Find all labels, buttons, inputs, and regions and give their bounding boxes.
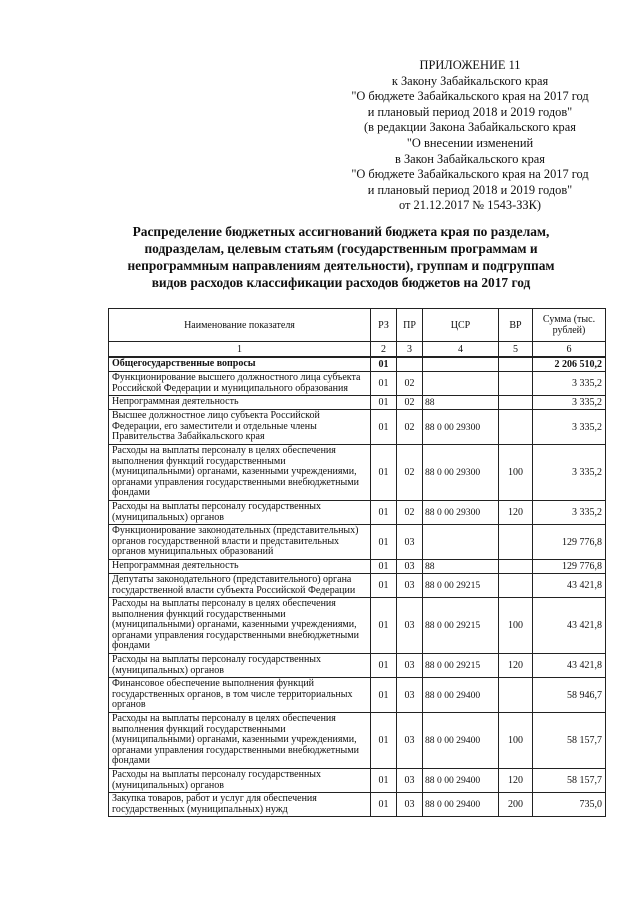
table-row [109,559,606,573]
cell-rz: 01 [371,372,397,396]
table-row [109,793,606,817]
column-number: 1 [109,342,371,358]
cell-sum: 58 946,7 [533,678,606,713]
cell-vr [499,357,533,372]
header-line: "О бюджете Забайкальского края на 2017 год [351,167,589,182]
table-row [109,500,606,524]
table-row [109,410,606,445]
cell-csr: 88 0 00 29215 [423,598,499,654]
table-row [109,444,606,500]
cell-pr: 03 [397,713,423,769]
table-row [109,573,606,597]
header-pr: ПР [397,309,423,342]
title-line: непрограммным направлениям деятельности), группам и подгруппам [127,258,555,273]
cell-csr [423,357,499,372]
cell-name: Общегосударственные вопросы [109,357,371,372]
table-row [109,598,606,654]
cell-csr: 88 0 00 29300 [423,444,499,500]
cell-vr: 120 [499,654,533,678]
cell-sum: 129 776,8 [533,559,606,573]
cell-csr: 88 0 00 29300 [423,410,499,445]
cell-csr: 88 0 00 29400 [423,793,499,817]
column-number: 3 [397,342,423,358]
table-row [109,654,606,678]
cell-csr [423,372,499,396]
budget-table [108,308,606,817]
header-line: и плановый период 2018 и 2019 годов" [367,182,573,197]
cell-sum: 3 335,2 [533,444,606,500]
cell-pr: 02 [397,500,423,524]
cell-name: Закупка товаров, работ и услуг для обеспечения государственных (муниципальных) нужд [109,793,371,817]
cell-vr [499,525,533,560]
cell-rz: 01 [371,654,397,678]
cell-sum: 3 335,2 [533,372,606,396]
cell-rz: 01 [371,769,397,793]
cell-name: Расходы на выплаты персоналу государственных (муниципальных) органов [109,500,371,524]
cell-sum: 3 335,2 [533,410,606,445]
cell-name: Расходы на выплаты персоналу государственных (муниципальных) органов [109,769,371,793]
cell-vr: 100 [499,713,533,769]
title-line: подразделам, целевым статьям (государственным программам и [144,241,538,256]
cell-csr: 88 [423,559,499,573]
cell-vr [499,678,533,713]
cell-sum: 58 157,7 [533,769,606,793]
cell-rz: 01 [371,598,397,654]
cell-name: Расходы на выплаты персоналу в целях обеспечения выполнения функций государственными (муниципальными) органами, казенными учреждениями, органами управления государственными внебюджетными фондами [109,444,371,500]
cell-vr [499,396,533,410]
column-number-row [109,342,606,358]
table-row [109,525,606,560]
column-number: 2 [371,342,397,358]
header-line: ПРИЛОЖЕНИЕ 11 [419,58,521,72]
header-line: от 21.12.2017 № 1543-ЗЗК) [398,198,542,213]
cell-name: Непрограммная деятельность [109,559,371,573]
document-title [96,223,586,291]
cell-csr: 88 0 00 29400 [423,678,499,713]
cell-csr [423,525,499,560]
cell-csr: 88 0 00 29300 [423,500,499,524]
title-line: видов расходов классификации расходов бюджетов на 2017 год [151,275,531,290]
cell-sum: 735,0 [533,793,606,817]
cell-vr [499,372,533,396]
cell-pr: 02 [397,410,423,445]
cell-csr: 88 0 00 29215 [423,654,499,678]
cell-pr: 03 [397,654,423,678]
cell-rz: 01 [371,713,397,769]
table-row [109,357,606,372]
header-sum: Сумма (тыс. рублей) [533,309,606,342]
cell-vr: 120 [499,500,533,524]
cell-pr: 02 [397,396,423,410]
cell-vr: 100 [499,598,533,654]
table-row [109,372,606,396]
cell-pr: 02 [397,372,423,396]
cell-rz: 01 [371,559,397,573]
cell-pr: 03 [397,525,423,560]
cell-sum: 129 776,8 [533,525,606,560]
cell-pr [397,357,423,372]
cell-rz: 01 [371,396,397,410]
cell-vr [499,573,533,597]
header-vr: ВР [499,309,533,342]
cell-pr: 03 [397,573,423,597]
cell-vr: 120 [499,769,533,793]
cell-vr: 200 [499,793,533,817]
cell-sum: 43 421,8 [533,573,606,597]
cell-rz: 01 [371,525,397,560]
cell-pr: 03 [397,769,423,793]
cell-sum: 58 157,7 [533,713,606,769]
cell-name: Финансовое обеспечение выполнения функций государственных органов, в том числе территориальных органов [109,678,371,713]
cell-csr: 88 0 00 29400 [423,769,499,793]
title-line: Распределение бюджетных ассигнований бюджета края по разделам, [132,224,550,239]
cell-pr: 03 [397,793,423,817]
column-number: 6 [533,342,606,358]
cell-vr [499,559,533,573]
cell-rz: 01 [371,500,397,524]
cell-pr: 03 [397,598,423,654]
cell-sum: 2 206 510,2 [533,357,606,372]
cell-name: Непрограммная деятельность [109,396,371,410]
cell-name: Функционирование законодательных (представительных) органов государственной власти и представительных органов муниципальных образований [109,525,371,560]
cell-rz: 01 [371,793,397,817]
cell-vr [499,410,533,445]
header-line: "О бюджете Забайкальского края на 2017 год [351,89,589,104]
cell-name: Функционирование высшего должностного лица субъекта Российской Федерации и муниципального образования [109,372,371,396]
header-line: (в редакции Закона Забайкальского края [364,120,576,135]
appendix-header [330,58,610,214]
cell-rz: 01 [371,357,397,372]
header-line: "О внесении изменений [406,135,534,150]
cell-rz: 01 [371,410,397,445]
cell-sum: 3 335,2 [533,396,606,410]
table-row [109,769,606,793]
cell-pr: 02 [397,444,423,500]
cell-rz: 01 [371,678,397,713]
cell-rz: 01 [371,573,397,597]
cell-csr: 88 0 00 29215 [423,573,499,597]
cell-pr: 03 [397,678,423,713]
table-row [109,678,606,713]
cell-sum: 43 421,8 [533,654,606,678]
cell-name: Депутаты законодательного (представительного) органа государственной власти субъекта Российской Федерации [109,573,371,597]
cell-pr: 03 [397,559,423,573]
cell-name: Расходы на выплаты персоналу в целях обеспечения выполнения функций государственными (муниципальными) органами, казенными учреждениями, органами управления государственными внебюджетными фондами [109,713,371,769]
header-rz: РЗ [371,309,397,342]
header-line: в Закон Забайкальского края [395,151,545,166]
cell-name: Высшее должностное лицо субъекта Российской Федерации, его заместители и отдельные члены Правительства Забайкальского края [109,410,371,445]
header-csr: ЦСР [423,309,499,342]
column-number: 4 [423,342,499,358]
header-line: к Закону Забайкальского края [391,73,549,88]
header-name: Наименование показателя [109,309,371,342]
table-row [109,713,606,769]
header-line: и плановый период 2018 и 2019 годов" [367,104,573,119]
cell-sum: 43 421,8 [533,598,606,654]
cell-vr: 100 [499,444,533,500]
cell-csr: 88 0 00 29400 [423,713,499,769]
cell-name: Расходы на выплаты персоналу государственных (муниципальных) органов [109,654,371,678]
column-number: 5 [499,342,533,358]
cell-name: Расходы на выплаты персоналу в целях обеспечения выполнения функций государственными (муниципальными) органами, казенными учреждениями, органами управления государственными внебюджетными фондами [109,598,371,654]
cell-rz: 01 [371,444,397,500]
table-row [109,396,606,410]
cell-csr: 88 [423,396,499,410]
cell-sum: 3 335,2 [533,500,606,524]
